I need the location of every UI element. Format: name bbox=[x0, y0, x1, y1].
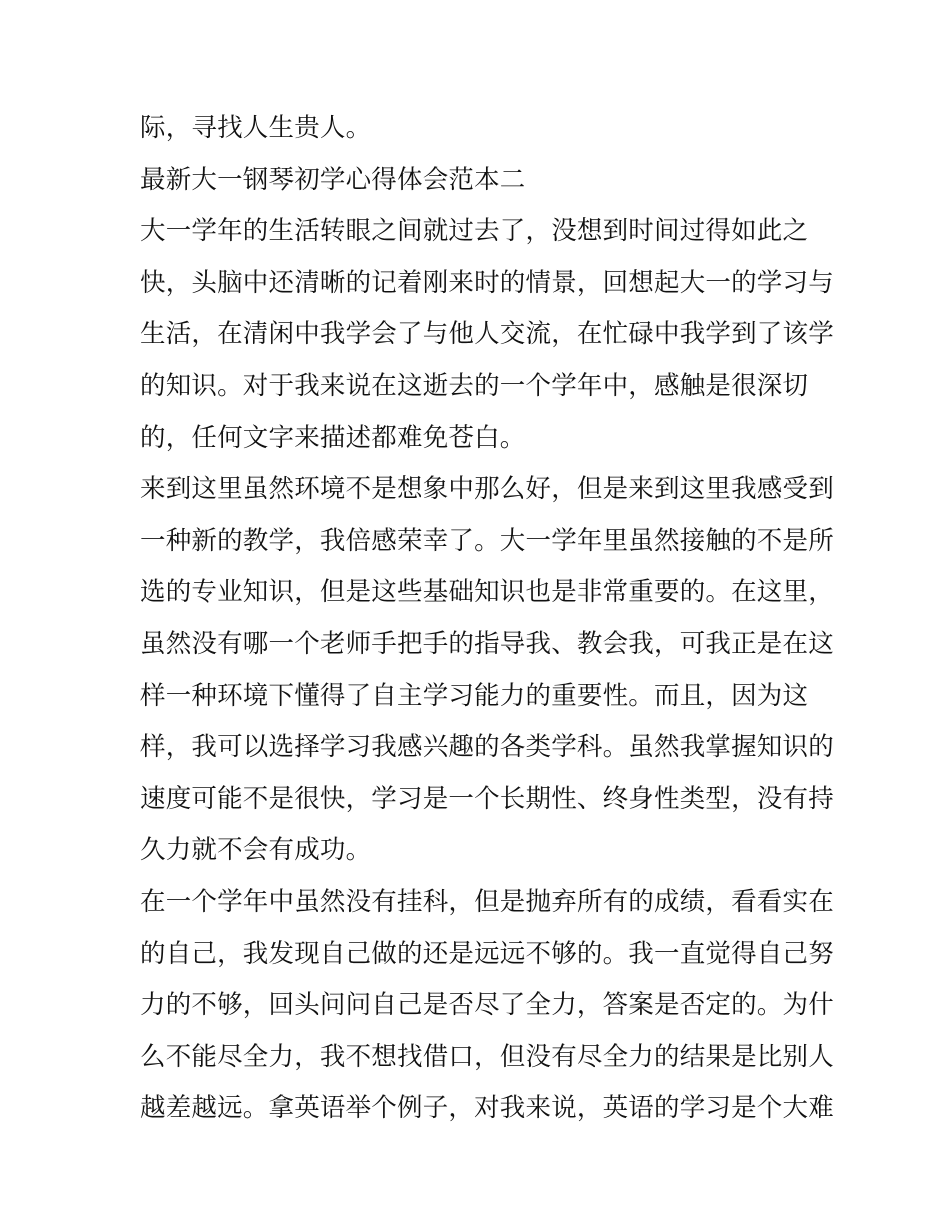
text-line: 来到这里虽然环境不是想象中那么好，但是来到这里我感受到 bbox=[140, 474, 834, 505]
text-line: 选的专业知识，但是这些基础知识也是非常重要的。在这里， bbox=[140, 577, 834, 608]
text-line: 的知识。对于我来说在这逝去的一个学年中，感触是很深切 bbox=[140, 370, 809, 401]
text-line: 越差越远。拿英语举个例子，对我来说，英语的学习是个大难 bbox=[140, 1093, 834, 1124]
text-line: 快，头脑中还清晰的记着刚来时的情景，回想起大一的学习与 bbox=[140, 267, 834, 298]
text-line: 虽然没有哪一个老师手把手的指导我、教会我，可我正是在这 bbox=[140, 628, 834, 659]
text-line: 生活，在清闲中我学会了与他人交流，在忙碌中我学到了该学 bbox=[140, 319, 834, 350]
text-line: 在一个学年中虽然没有挂科，但是抛弃所有的成绩，看看实在 bbox=[140, 886, 834, 917]
text-line: 的，任何文字来描述都难免苍白。 bbox=[140, 422, 526, 453]
text-line: 力的不够，回头问问自己是否尽了全力，答案是否定的。为什 bbox=[140, 990, 834, 1021]
text-line: 样一种环境下懂得了自主学习能力的重要性。而且，因为这 bbox=[140, 680, 809, 711]
text-line: 的自己，我发现自己做的还是远远不够的。我一直觉得自己努 bbox=[140, 938, 834, 969]
text-line: 么不能尽全力，我不想找借口，但没有尽全力的结果是比别人 bbox=[140, 1041, 834, 1072]
text-line: 一种新的教学，我倍感荣幸了。大一学年里虽然接触的不是所 bbox=[140, 525, 834, 556]
text-line: 速度可能不是很快，学习是一个长期性、终身性类型，没有持 bbox=[140, 783, 834, 814]
text-line: 大一学年的生活转眼之间就过去了，没想到时间过得如此之 bbox=[140, 216, 809, 247]
section-heading: 最新大一钢琴初学心得体会范本二 bbox=[140, 164, 526, 195]
text-line: 样，我可以选择学习我感兴趣的各类学科。虽然我掌握知识的 bbox=[140, 732, 834, 763]
text-line: 久力就不会有成功。 bbox=[140, 835, 372, 866]
text-line: 际，寻找人生贵人。 bbox=[140, 113, 372, 143]
document-body bbox=[140, 103, 834, 1135]
